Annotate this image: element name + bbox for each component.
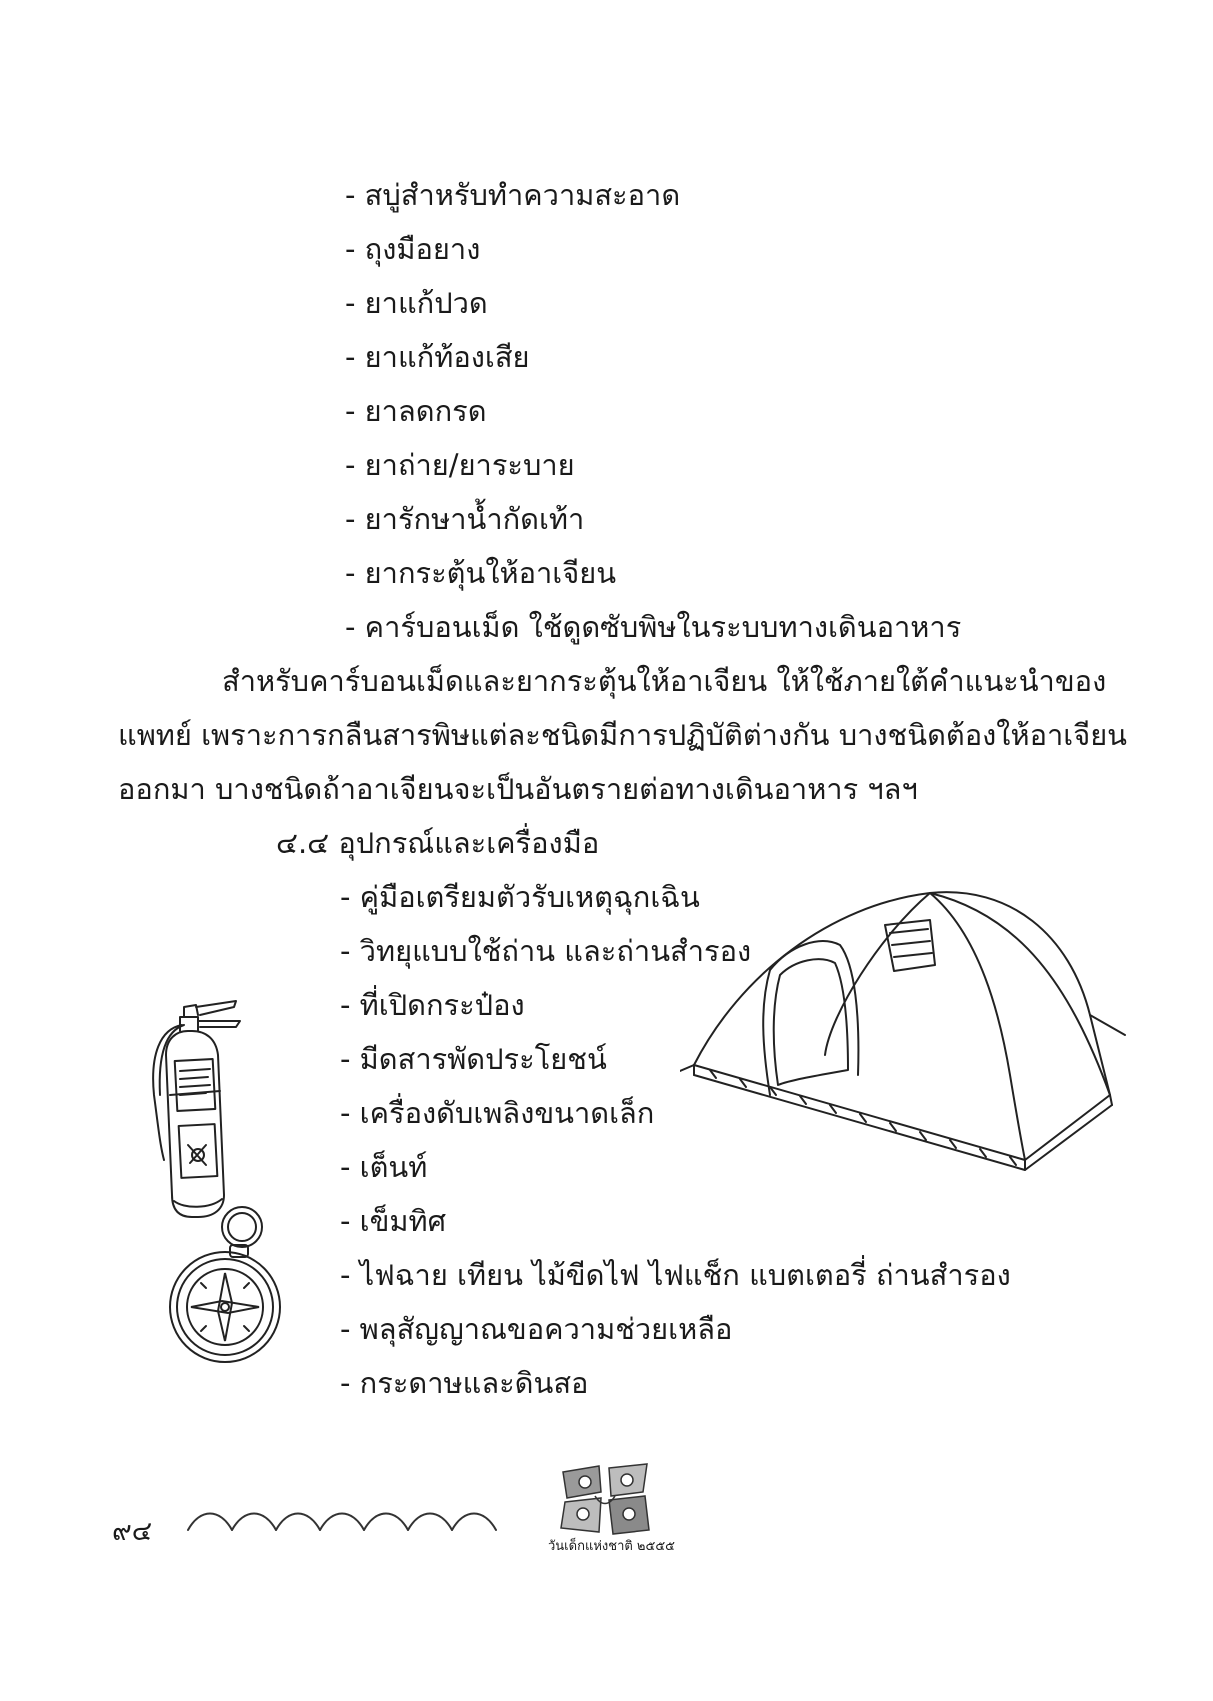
footer-wave-decoration [180, 1500, 500, 1540]
list-item-athletes-foot: - ยารักษาน้ำกัดเท้า [345, 502, 585, 536]
paragraph-line-3: ออกมา บางชนิดถ้าอาเจียนจะเป็นอันตรายต่อทางเดินอาหาร ฯลฯ [118, 772, 918, 806]
childrens-day-logo [555, 1462, 655, 1537]
list-item-tent: - เต็นท์ [340, 1150, 428, 1184]
list-item-charcoal: - คาร์บอนเม็ด ใช้ดูดซับพิษในระบบทางเดินอาหาร [345, 610, 962, 644]
section-heading: ๔.๔ อุปกรณ์และเครื่องมือ [276, 826, 600, 860]
list-item-antidiarrheal: - ยาแก้ท้องเสีย [345, 340, 530, 374]
list-item-radio: - วิทยุแบบใช้ถ่าน และถ่านสำรอง [340, 934, 752, 968]
compass-illustration [160, 1195, 290, 1370]
list-item-knife: - มีดสารพัดประโยชน์ [340, 1042, 607, 1076]
list-item-antacid: - ยาลดกรด [345, 394, 487, 428]
list-item-manual: - คู่มือเตรียมตัวรับเหตุฉุกเฉิน [340, 880, 700, 914]
list-item-compass: - เข็มทิศ [340, 1204, 447, 1238]
list-item-painkiller: - ยาแก้ปวด [345, 286, 488, 320]
list-item-soap: - สบู่สำหรับทำความสะอาด [345, 178, 681, 212]
paragraph-line-1: สำหรับคาร์บอนเม็ดและยากระตุ้นให้อาเจียน ให้ใช้ภายใต้คำแนะนำของ [222, 664, 1107, 698]
list-item-emetic: - ยากระตุ้นให้อาเจียน [345, 556, 617, 590]
list-item-flare: - พลุสัญญาณขอความช่วยเหลือ [340, 1312, 733, 1346]
list-item-laxative: - ยาถ่าย/ยาระบาย [345, 448, 575, 482]
paragraph-line-2: แพทย์ เพราะการกลืนสารพิษแต่ละชนิดมีการปฏิบัติต่างกัน บางชนิดต้องให้อาเจียน [118, 718, 1128, 752]
logo-caption: วันเด็กแห่งชาติ ๒๕๕๕ [548, 1539, 676, 1554]
list-item-paper-pencil: - กระดาษและดินสอ [340, 1366, 589, 1400]
dome-tent-illustration [680, 875, 1140, 1180]
page-number: ๙๔ [112, 1516, 153, 1547]
list-item-lighting: - ไฟฉาย เทียน ไม้ขีดไฟ ไฟแช็ก แบตเตอรี่ ถ่านสำรอง [340, 1258, 1011, 1292]
list-item-extinguisher: - เครื่องดับเพลิงขนาดเล็ก [340, 1096, 655, 1130]
list-item-can-opener: - ที่เปิดกระป๋อง [340, 988, 525, 1022]
list-item-gloves: - ถุงมือยาง [345, 232, 481, 266]
